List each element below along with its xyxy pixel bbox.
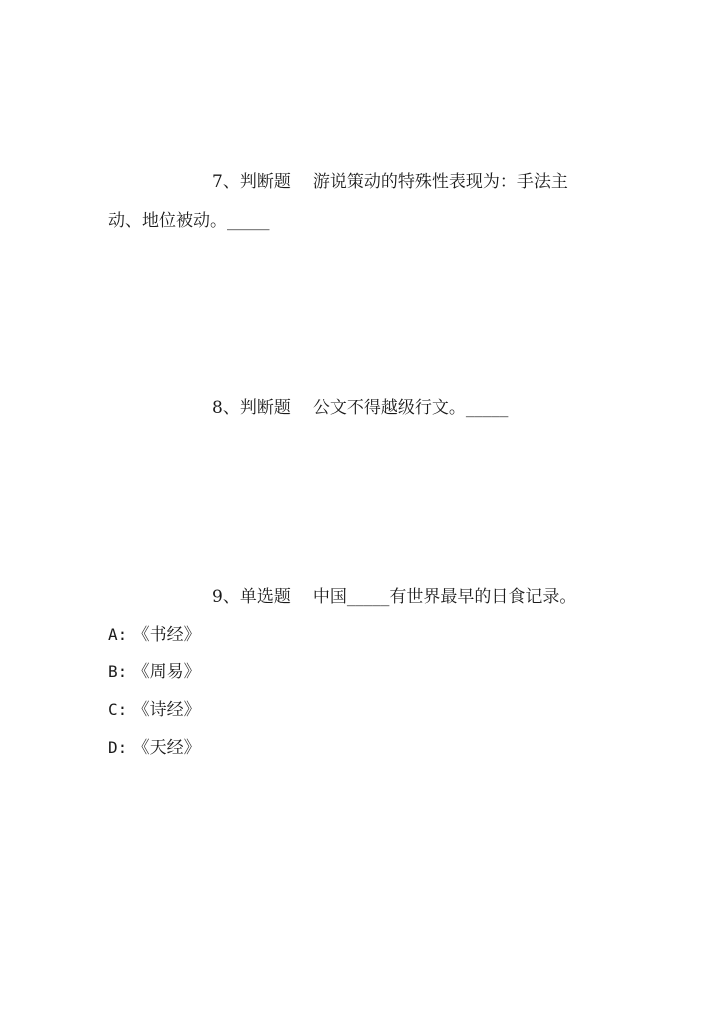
- question-7-blank[interactable]: _____: [227, 211, 270, 231]
- option-b-letter: B:: [108, 662, 128, 681]
- option-c[interactable]: [108, 700, 201, 720]
- question-7-stem-continued: 动、地位被动。: [108, 211, 227, 231]
- question-8-blank[interactable]: _____: [465, 398, 509, 418]
- option-b[interactable]: [108, 662, 201, 682]
- question-7-stem: 游说策动的特殊性表现为：手法主: [312, 172, 568, 192]
- option-d-text: 《天经》: [132, 738, 201, 758]
- question-7-number: 7、: [212, 172, 240, 192]
- question-9-stem-before: 中国: [312, 587, 347, 607]
- option-d-letter: D:: [108, 738, 128, 757]
- option-a-text: 《书经》: [132, 625, 201, 645]
- question-7-type: 判断题: [239, 172, 291, 192]
- question-9-number: 9、: [212, 587, 240, 607]
- option-a-letter: A:: [108, 625, 128, 644]
- option-c-letter: C:: [108, 700, 128, 719]
- question-7-line-1: [212, 172, 568, 192]
- question-8-number: 8、: [212, 398, 240, 418]
- option-c-text: 《诗经》: [132, 700, 201, 720]
- question-9-blank[interactable]: _____: [346, 587, 390, 607]
- option-b-text: 《周易》: [132, 662, 201, 682]
- option-d[interactable]: [108, 738, 201, 758]
- question-7-line-2: [108, 211, 270, 231]
- question-8-type: 判断题: [239, 398, 291, 418]
- question-8-line: [212, 398, 508, 418]
- question-9-stem-after: 有世界最早的日食记录。: [389, 587, 577, 607]
- question-9-type: 单选题: [239, 587, 291, 607]
- option-a[interactable]: [108, 625, 201, 645]
- question-8-stem: 公文不得越级行文。: [312, 398, 466, 418]
- question-9-line: [212, 587, 576, 607]
